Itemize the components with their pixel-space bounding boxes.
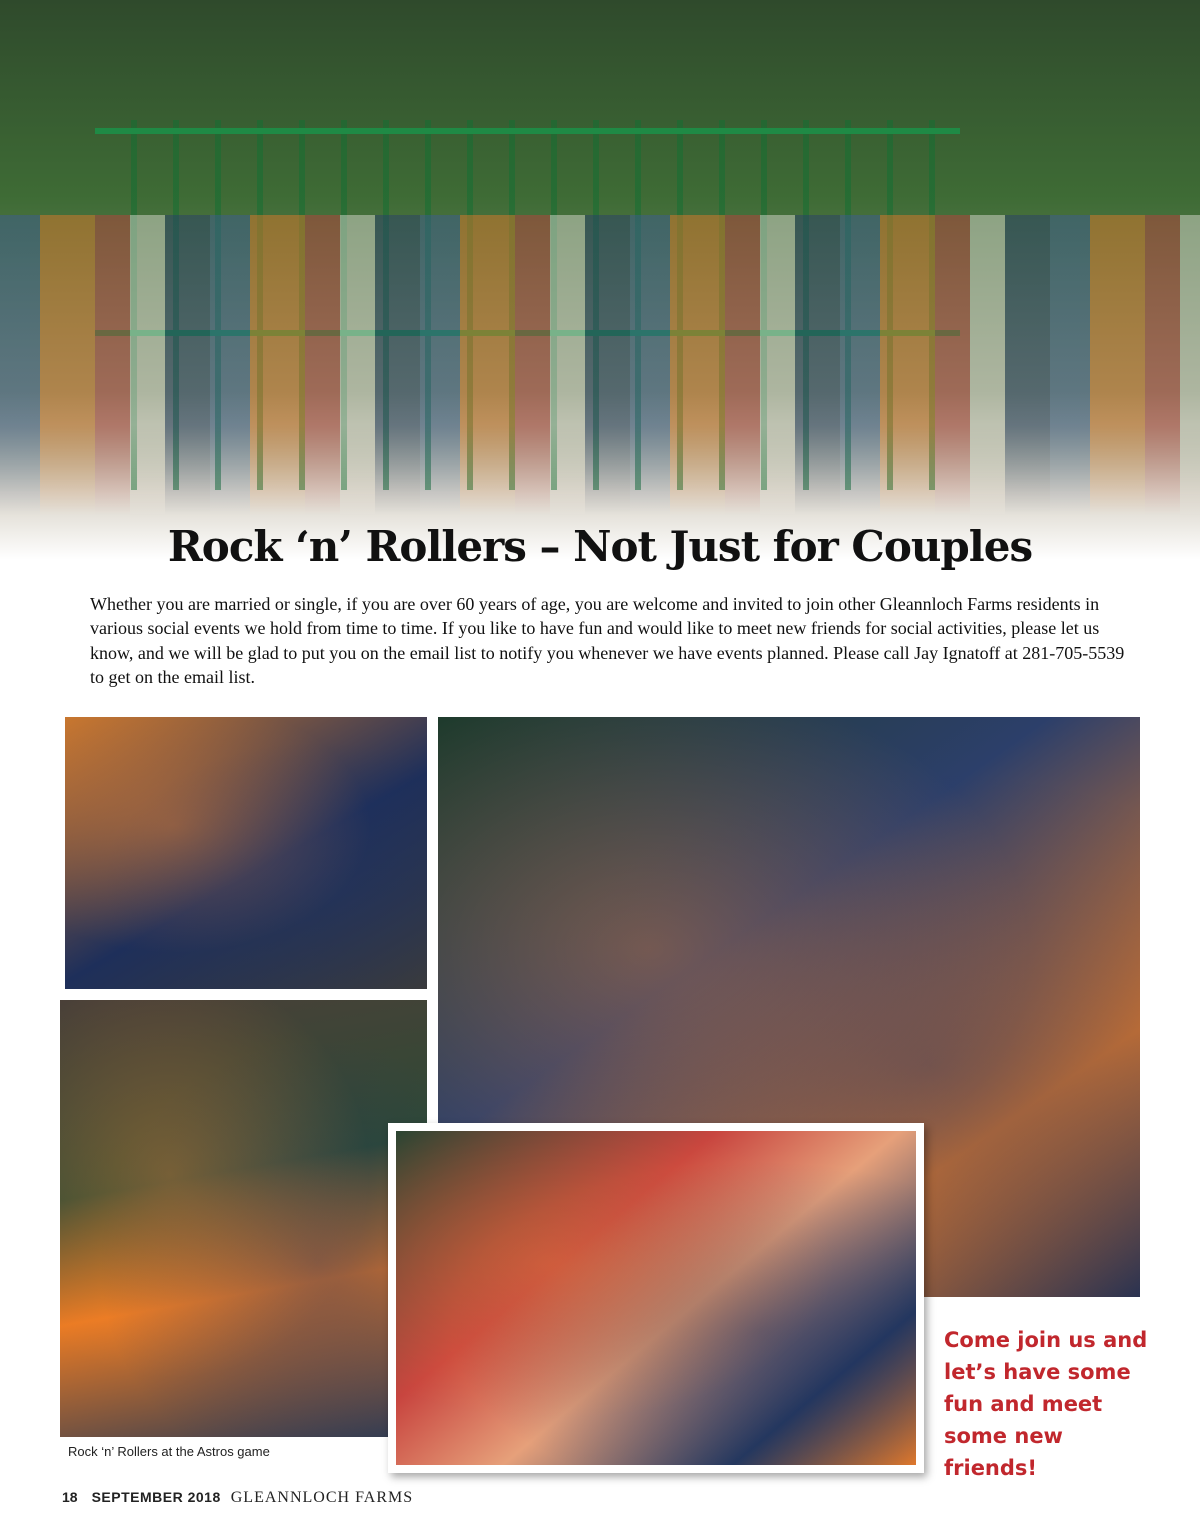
page-footer xyxy=(62,1489,413,1507)
group-photo-fence xyxy=(0,0,1200,560)
article-title: Rock ‘n’ Rollers – Not Just for Couples xyxy=(167,522,1033,571)
callout-text: Come join us and let’s have some fun and meet some new friends! xyxy=(944,1328,1148,1480)
photo-man-standing xyxy=(60,1000,427,1437)
page-number: 18 xyxy=(62,1489,78,1505)
photo-seated-group-framed xyxy=(388,1123,924,1473)
photo-caption: Rock ‘n’ Rollers at the Astros game xyxy=(68,1444,270,1459)
publication-name: GLEANNLOCH FARMS xyxy=(230,1489,414,1506)
photo-couple-closeup xyxy=(65,717,427,989)
article-intro: Whether you are married or single, if you are over 60 years of age, you are welcome and invited to join other Gleannloch Farms residents in various social events we hold from time to time. If you like to have fun and would like to meet new friends for social activities, please let us know, and we will be glad to put you on the email list to notify you whenever we have events planned. Please call Jay Ignatoff at 281-705-5539 to get on the email list. xyxy=(90,594,1125,687)
issue-date: SEPTEMBER 2018 xyxy=(91,1489,221,1505)
fence-rail-top xyxy=(95,128,960,134)
group-of-people xyxy=(0,215,1200,515)
